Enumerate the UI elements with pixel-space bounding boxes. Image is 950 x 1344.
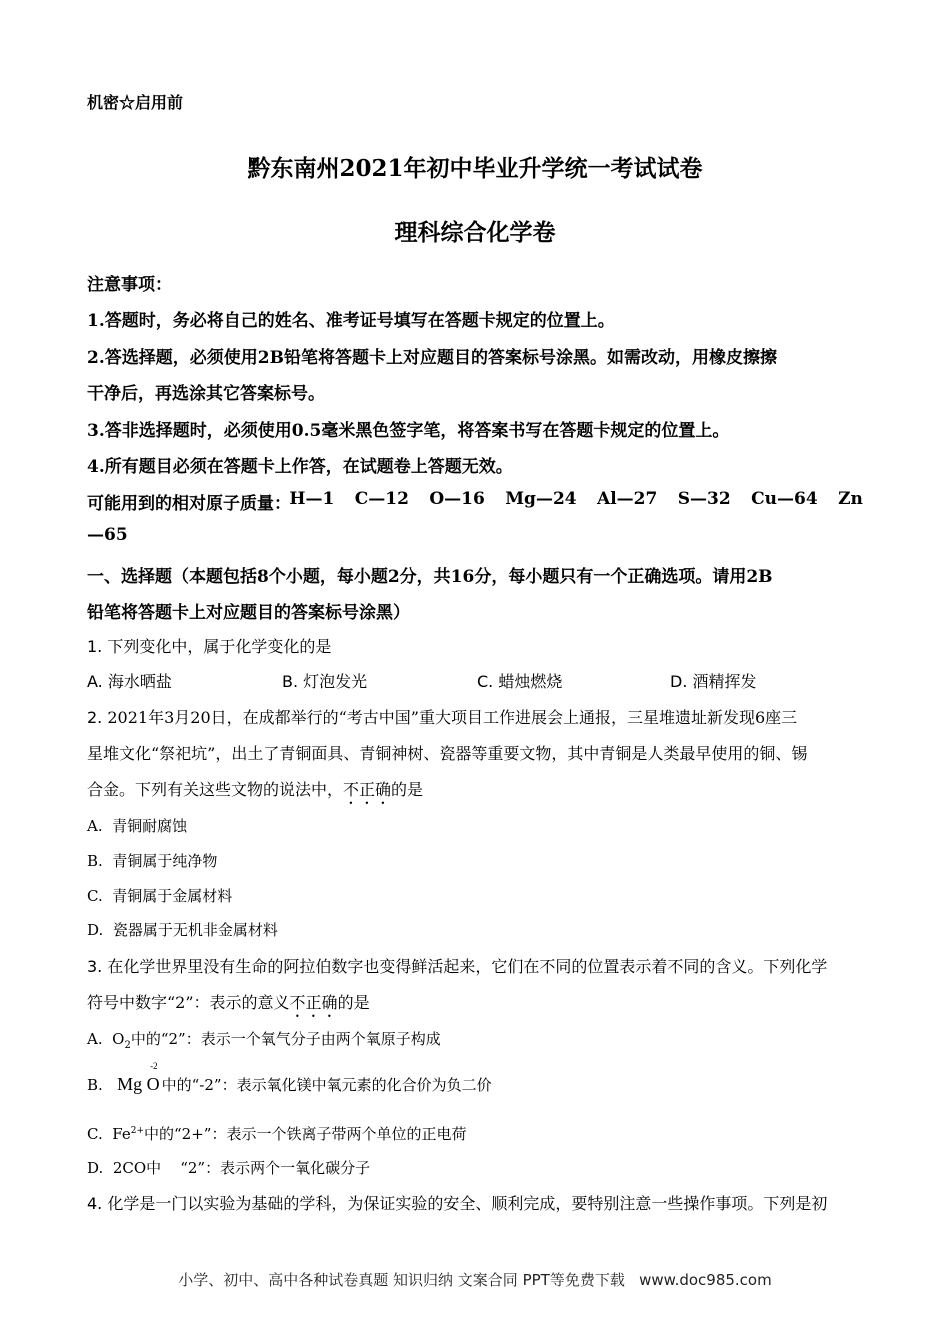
formula-subscript: 2	[124, 1040, 131, 1051]
question-text-cont	[87, 990, 370, 1021]
atomic-mass: Al—27	[597, 489, 658, 509]
text-fragment: 符号中数字“2”：表示的意义	[87, 993, 290, 1012]
exam-title: 黔东南州2021年初中毕业升学统一考试试卷	[247, 155, 703, 182]
atomic-mass-tail: —65	[87, 525, 128, 545]
text-fragment: 的是	[391, 780, 424, 799]
option-text: 蜡烛燃烧	[498, 672, 563, 691]
exam-subtitle: 理科综合化学卷	[394, 219, 556, 246]
option-letter: D.	[87, 1159, 104, 1177]
footer-text: 小学、初中、高中各种试卷真题 知识归纳 文案合同 PPT等免费下载	[178, 1271, 625, 1289]
option-letter: C.	[87, 1125, 103, 1143]
option-b[interactable]	[282, 669, 367, 692]
formula: Mg O	[117, 1074, 160, 1094]
option-letter: B.	[87, 852, 103, 870]
page-footer	[0, 1269, 950, 1290]
option-letter: D.	[670, 672, 688, 691]
question-stem	[87, 1191, 827, 1214]
option-letter: A.	[87, 817, 103, 835]
formula: 2CO中	[112, 1159, 162, 1177]
option-letter: B.	[87, 1076, 103, 1094]
option-text: 瓷器属于无机非金属材料	[112, 921, 278, 939]
formula: Fe	[112, 1125, 131, 1143]
formula-superscript: 2+	[130, 1126, 145, 1136]
section-heading-cont: 铅笔将答题卡上对应题目的答案标号涂黑）	[87, 603, 410, 623]
option-letter: A.	[87, 1030, 103, 1048]
question-text-cont: 星堆文化“祭祀坑”，出土了青铜面具、青铜神树、瓷器等重要文物，其中青铜是人类最早使用的铜、锡	[87, 744, 808, 763]
question-number: 2.	[87, 708, 103, 727]
question-text: 化学是一门以实验为基础的学科，为保证实验的安全、顺利完成，要特别注意一些操作事项。下列是初	[107, 1194, 828, 1213]
question-text: 下列变化中，属于化学变化的是	[107, 637, 332, 656]
option-text: 中的“2+”：表示一个铁离子带两个单位的正电荷	[144, 1125, 467, 1143]
option-letter: C.	[477, 672, 494, 691]
option-text: 中的“-2”：表示氧化镁中氧元素的化合价为负二价	[161, 1076, 492, 1094]
atomic-mass: H—1	[289, 489, 335, 509]
confidential-label: 机密☆启用前	[87, 93, 184, 112]
question-text: 在化学世界里没有生命的阿拉伯数字也变得鲜活起来，它们在不同的位置表示着不同的含义。下列化学	[107, 957, 828, 976]
question-number: 1.	[87, 637, 103, 656]
option-d[interactable]	[670, 669, 757, 692]
option-a[interactable]	[87, 815, 187, 836]
option-c[interactable]	[87, 885, 232, 906]
atomic-mass: S—32	[677, 489, 731, 509]
option-text: 中的“2”：表示一个氧气分子由两个氧原子构成	[130, 1030, 441, 1048]
option-text: 青铜属于金属材料	[112, 887, 233, 905]
option-a[interactable]	[87, 669, 172, 692]
emphasis-text: 不正确	[343, 780, 392, 799]
option-d[interactable]	[87, 919, 278, 940]
text-fragment: 合金。下列有关这些文物的说法中，	[87, 780, 344, 799]
formula: O	[112, 1030, 125, 1048]
atomic-masses-row	[87, 489, 863, 514]
note-item: 1.答题时，务必将自己的姓名、准考证号填写在答题卡规定的位置上。	[87, 311, 615, 331]
question-text-cont	[87, 777, 423, 808]
valence-mark: -2	[150, 1061, 158, 1071]
option-text: 青铜属于纯净物	[112, 852, 218, 870]
option-b[interactable]	[87, 1061, 492, 1095]
question-number: 4.	[87, 1194, 103, 1213]
option-b[interactable]	[87, 850, 217, 871]
note-item: 2.答选择题，必须使用2B铅笔将答题卡上对应题目的答案标号涂黑。如需改动，用橡皮擦擦	[87, 348, 777, 368]
formula-mgo	[117, 1061, 160, 1095]
note-item: 4.所有题目必须在答题卡上作答，在试题卷上答题无效。	[87, 457, 513, 477]
option-text: 青铜耐腐蚀	[112, 817, 188, 835]
atomic-mass: Zn	[838, 489, 863, 509]
text-fragment: 的是	[337, 993, 370, 1012]
atomic-mass: Mg—24	[505, 489, 577, 509]
option-letter: A.	[87, 672, 103, 691]
question-text: 2021年3月20日，在成都举行的“考古中国”重大项目工作进展会上通报，三星堆遗址新发现6座三	[107, 708, 798, 727]
section-heading: 一、选择题（本题包括8个小题，每小题2分，共16分，每小题只有一个正确选项。请用2B	[87, 567, 773, 587]
question-stem	[87, 705, 797, 728]
option-letter: D.	[87, 921, 104, 939]
option-text: “2”：表示两个一氧化碳分子	[180, 1159, 371, 1177]
atomic-mass: Cu—64	[751, 489, 818, 509]
atomic-mass: C—12	[354, 489, 409, 509]
option-text: 灯泡发光	[303, 672, 368, 691]
notes-heading: 注意事项：	[87, 275, 172, 295]
note-item: 3.答非选择题时，必须使用0.5毫米黑色签字笔，将答案书写在答题卡规定的位置上。	[87, 421, 730, 441]
option-a[interactable]	[87, 1028, 441, 1051]
option-text: 海水晒盐	[107, 672, 172, 691]
option-d[interactable]	[87, 1157, 370, 1178]
option-text: 酒精挥发	[692, 672, 757, 691]
option-letter: B.	[282, 672, 299, 691]
question-number: 3.	[87, 957, 103, 976]
emphasis-text: 不正确	[289, 993, 338, 1012]
question-stem	[87, 954, 827, 977]
atomic-masses-label: 可能用到的相对原子质量：	[87, 494, 291, 514]
footer-link[interactable]: www.doc985.com	[639, 1271, 772, 1289]
option-letter: C.	[87, 887, 103, 905]
option-c[interactable]	[87, 1123, 466, 1144]
question-stem	[87, 634, 331, 657]
note-item: 干净后，再选涂其它答案标号。	[87, 384, 325, 404]
atomic-mass: O—16	[429, 489, 485, 509]
option-c[interactable]	[477, 669, 562, 692]
